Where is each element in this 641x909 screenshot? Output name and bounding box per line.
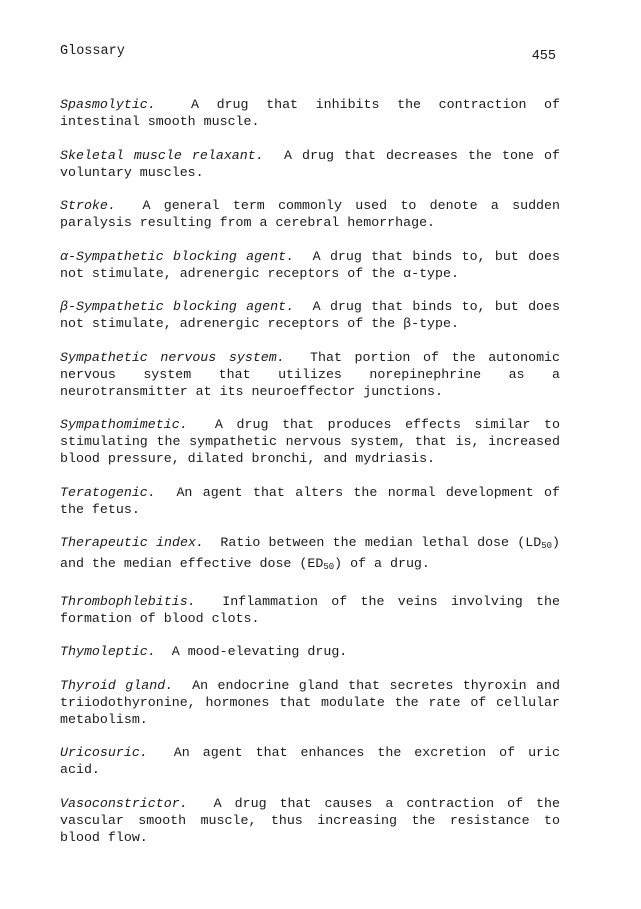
glossary-term: β-Sympathetic blocking agent. bbox=[60, 299, 295, 314]
glossary-entry bbox=[60, 349, 560, 400]
glossary-definition: A drug that decreases the tone of voluntary muscles. bbox=[60, 147, 560, 180]
glossary-term: Therapeutic index. bbox=[60, 535, 204, 550]
definition-text: Ratio between the median lethal dose (LD bbox=[220, 535, 542, 550]
glossary-definition: A drug that produces effects similar to stimulating the sympathetic nervous system, that is, increased blood pressure, dilated bronchi, and mydriasis. bbox=[60, 417, 560, 466]
glossary-term: Thymoleptic. bbox=[60, 644, 156, 659]
glossary-entry bbox=[60, 795, 560, 846]
glossary-term: Sympathomimetic. bbox=[60, 417, 188, 432]
subscript: 50 bbox=[323, 562, 335, 572]
glossary-definition: That portion of the autonomic nervous system that utilizes norepinephrine as a neurotransmitter at its neuroeffector junctions. bbox=[60, 349, 561, 399]
glossary-entry bbox=[60, 96, 560, 130]
glossary-entry bbox=[60, 197, 560, 231]
definition-text: ) of a drug. bbox=[334, 556, 430, 571]
running-head bbox=[60, 44, 556, 64]
glossary-definition: A mood-elevating drug. bbox=[171, 644, 348, 659]
glossary-definition: An agent that alters the normal development of the fetus. bbox=[60, 484, 560, 517]
glossary-term: Stroke. bbox=[60, 198, 116, 213]
glossary-entry bbox=[60, 416, 560, 467]
glossary-term: Skeletal muscle relaxant. bbox=[60, 147, 264, 163]
glossary-term: Teratogenic. bbox=[60, 484, 156, 500]
glossary-entry bbox=[60, 298, 560, 332]
glossary-definition: A drug that binds to, but does not stimulate, adrenergic receptors of the α-type. bbox=[60, 248, 560, 281]
glossary-entry bbox=[60, 643, 560, 660]
glossary-entry bbox=[60, 484, 560, 518]
glossary-definition: An endocrine gland that secretes thyroxin and triiodothyronine, hormones that modulate the rate of cellular metabolism. bbox=[60, 677, 560, 727]
glossary-definition: A drug that causes a contraction of the vascular smooth muscle, thus increasing the resistance to blood flow. bbox=[60, 795, 560, 845]
glossary-term: Uricosuric. bbox=[60, 745, 148, 760]
glossary-term: Vasoconstrictor. bbox=[60, 795, 188, 811]
glossary-entry bbox=[60, 744, 560, 778]
glossary-entry bbox=[60, 147, 560, 181]
glossary-term: α-Sympathetic blocking agent. bbox=[60, 248, 295, 264]
page-number: 455 bbox=[531, 49, 556, 64]
glossary-entry bbox=[60, 593, 560, 627]
glossary-term: Spasmolytic. bbox=[60, 97, 156, 112]
glossary-entry bbox=[60, 534, 560, 576]
glossary-term: Thyroid gland. bbox=[60, 677, 174, 693]
glossary-definition: A drug that inhibits the contraction of intestinal smooth muscle. bbox=[60, 97, 560, 129]
glossary-definition: Inflammation of the veins involving the formation of blood clots. bbox=[60, 593, 560, 626]
glossary-entries bbox=[60, 96, 560, 862]
subscript: 50 bbox=[541, 541, 553, 551]
running-title: Glossary bbox=[60, 44, 125, 59]
glossary-definition: A general term commonly used to denote a sudden paralysis resulting from a cerebral hemorrhage. bbox=[60, 198, 560, 230]
glossary-term: Thrombophlebitis. bbox=[60, 593, 196, 609]
glossary-term: Sympathetic nervous system. bbox=[60, 349, 285, 365]
glossary-definition: An agent that enhances the excretion of uric acid. bbox=[60, 745, 560, 777]
glossary-entry bbox=[60, 677, 560, 728]
glossary-entry bbox=[60, 248, 560, 282]
definition-text: ) and the median effective dose (ED bbox=[60, 535, 560, 571]
glossary-definition: A drug that binds to, but does not stimulate, adrenergic receptors of the β-type. bbox=[60, 299, 560, 331]
